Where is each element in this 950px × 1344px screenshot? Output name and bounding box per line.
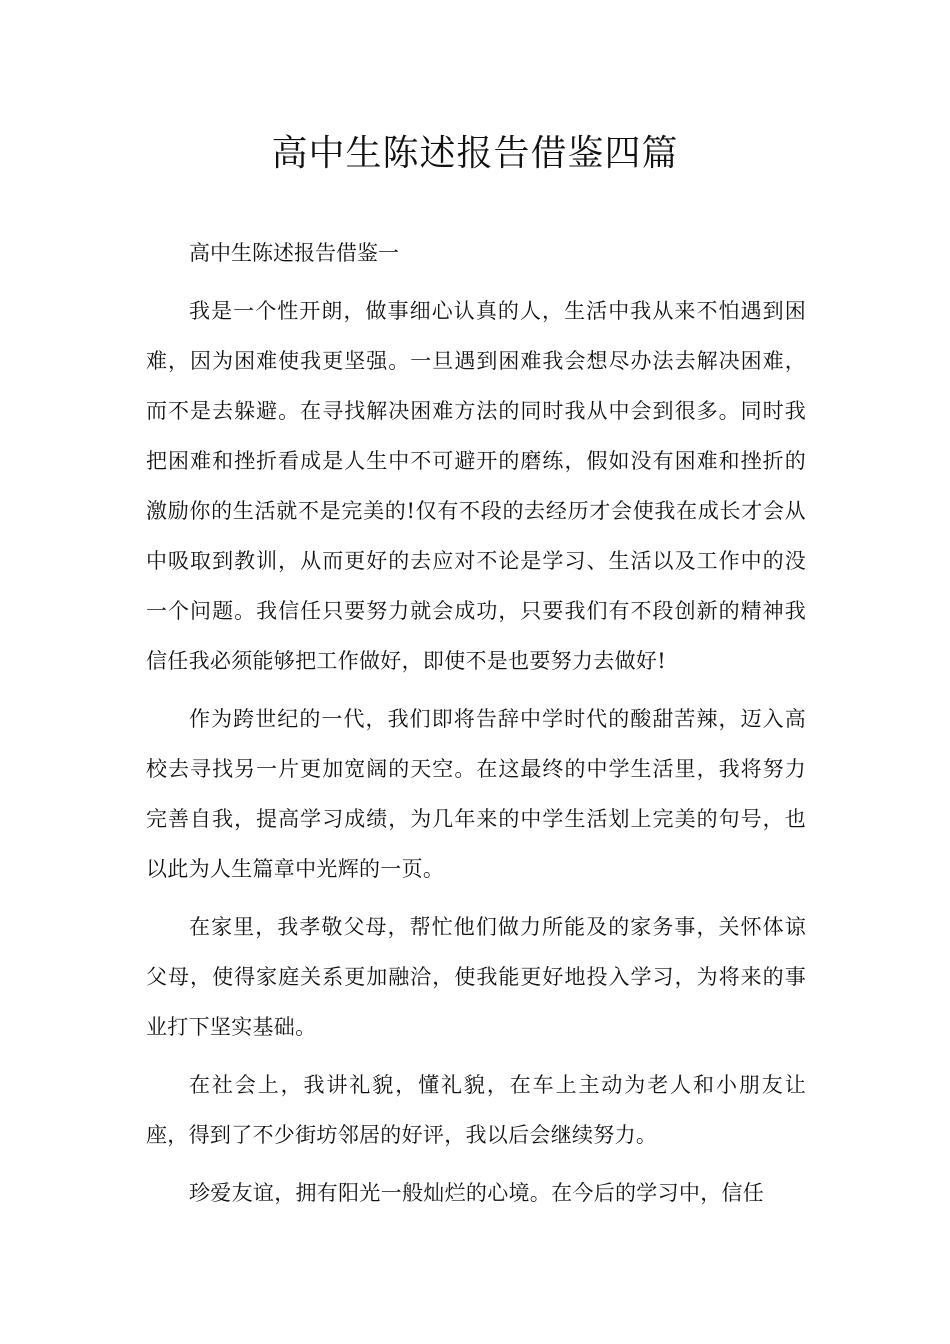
paragraph-1: 我是一个性开朗，做事细心认真的人，生活中我从来不怕遇到困难，因为困难使我更坚强。一旦遇到困难我会想尽办法去解决困难，而不是去躲避。在寻找解决困难方法的同时我从中会到很多。同时我把困难和挫折看成是人生中不可避开的磨练，假如没有困难和挫折的激励你的生活就不是完美的!仅有不段的去经历才会使我在成长才会从中吸取到教训，从而更好的去应对不论是学习、生活以及工作中的没一个问题。我信任只要努力就会成功，只要我们有不段创新的精神我信任我必须能够把工作做好，即使不是也要努力去做好! xyxy=(146,299,806,673)
paragraph-3: 在家里，我孝敬父母，帮忙他们做力所能及的家务事，关怀体谅父母，使得家庭关系更加融洽，使我能更好地投入学习，为将来的事业打下坚实基础。 xyxy=(146,915,806,1039)
paragraph-5: 珍爱友谊，拥有阳光一般灿烂的心境。在今后的学习中，信任 xyxy=(189,1181,765,1205)
paragraph-4: 在社会上，我讲礼貌，懂礼貌，在车上主动为老人和小朋友让座，得到了不少街坊邻居的好评，我以后会继续努力。 xyxy=(146,1073,806,1147)
paragraph-2: 作为跨世纪的一代，我们即将告辞中学时代的酸甜苦辣，迈入高校去寻找另一片更加宽阔的天空。在这最终的中学生活里，我将努力完善自我，提高学习成绩，为几年来的中学生活划上完美的句号，也以此为人生篇章中光辉的一页。 xyxy=(146,707,806,881)
document-title: 高中生陈述报告借鉴四篇 xyxy=(271,133,679,174)
document-body xyxy=(146,228,806,1226)
section-heading: 高中生陈述报告借鉴一 xyxy=(189,241,399,265)
